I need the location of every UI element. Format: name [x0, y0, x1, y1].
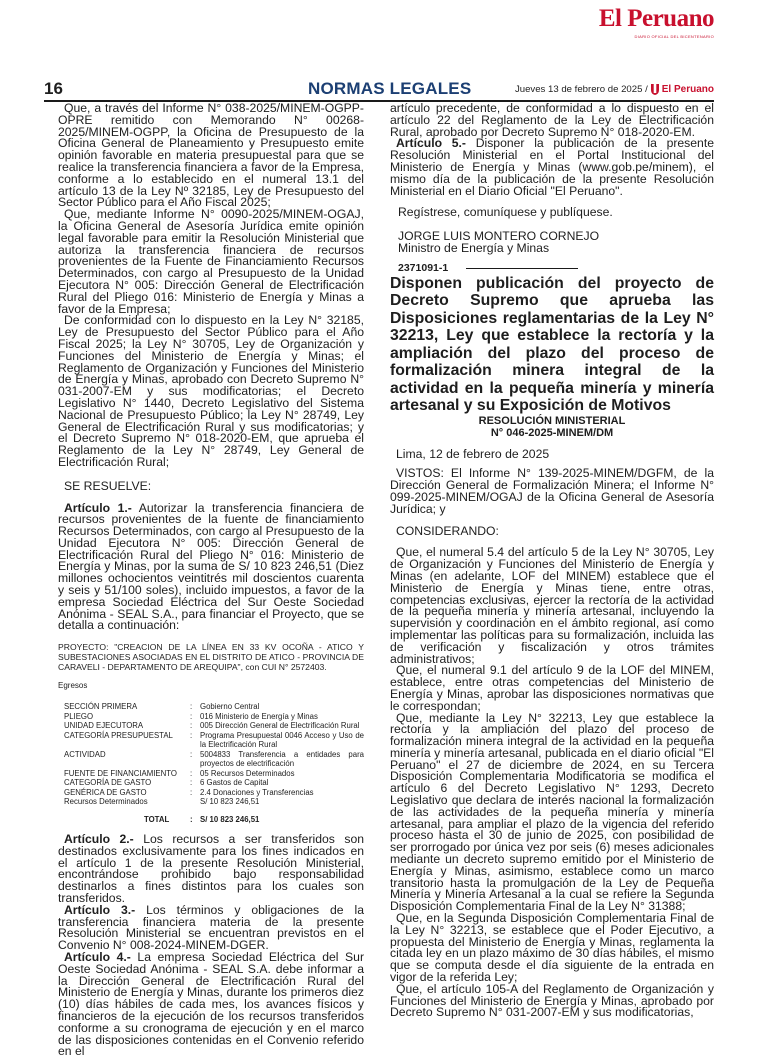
code-divider: [466, 268, 578, 269]
masthead-tagline: DIARIO OFICIAL DEL BICENTENARIO: [634, 34, 714, 39]
article-text: Disponer la publicación de la presente Resolución Ministerial en el Portal Institucional del Ministerio de Energía y Minas (www.gob.pe/minem), el mismo día de la publicación de la presente Resolución Ministerial en el Diario Oficial "El Peruano".: [390, 136, 714, 198]
budget-table: [64, 702, 364, 824]
paragraph: Que, mediante Informe N° 0090-2025/MINEM-OGAJ, la Oficina General de Asesoría Jurídica emite opinión legal favorable para emitir la Resolución Ministerial que autoriza la transferencia financiera de recursos provenientes de la Fuente de Financiamiento Recursos Determinados, con cargo al Presupuesto de la Unidad Ejecutora N° 005: Dirección General de Electrificación Rural del Pliego 016: Ministerio de Energía y Minas a favor de la Empresa;: [58, 207, 364, 316]
resolution-number: N° 046-2025-MINEM/DM: [490, 426, 614, 439]
table-row: Recursos Determinados S/ 10 823 246,51: [64, 797, 260, 807]
article-3: [58, 902, 364, 953]
total-label: TOTAL: [144, 814, 170, 824]
table-row: SECCIÓN PRIMERA : Gobierno Central: [64, 702, 260, 712]
vistos-text: VISTOS: El Informe N° 139-2025-MINEM/DGFM, de la Dirección General de Formalización Minera; el Informe N° 099-2025-MINEM/OGAJ de la Oficina General de Asesoría Jurídica; y: [390, 466, 714, 516]
article-2: [58, 834, 364, 905]
article-label: Artículo 1.-: [64, 500, 132, 515]
header-brand: El Peruano: [661, 83, 714, 95]
paragraph: Que, el artículo 105-A del Reglamento de Organización y Funciones del Ministerio de Energía y Minas, aprobado por Decreto Supremo N° 031-2007-EM y sus modificatorias,: [390, 981, 714, 1020]
paragraph: artículo precedente, de conformidad a lo dispuesto en el artículo 22 del Reglamento de la Ley de Electrificación Rural, aprobado por Decreto Supremo N° 018-2020-EM.: [390, 101, 714, 139]
total-value: S/ 10 823 246,51: [200, 814, 260, 824]
section-title: NORMAS LEGALES: [308, 79, 472, 98]
proyecto-text: PROYECTO: "CREACION DE LA LÍNEA EN 33 KV OCOÑA - ATICO Y SUBESTACIONES ASOCIADAS EN EL DISTRITO DE ATICO - PROVINCIA DE CARAVELI - DEPARTAMENTO DE AREQUIPA", con CUI N° 2572403.: [58, 642, 364, 673]
paragraph: Que, a través del Informe N° 038-2025/MINEM-OGPP-OPRE remitido con Memorando N° 00268-2025/MINEM-OGPP, la Oficina de Presupuesto de la Oficina General de Planeamiento y Presupuesto emite opinión favorable en materia presupuestal para que se realice la transferencia financiera a favor de la Empresa, conforme a lo establecido en el numeral 13.1 del artículo 13 de la Ley Nº 32185, Ley de Presupuesto del Sector Público para el Año Fiscal 2025;: [58, 101, 364, 210]
paragraph: Que, mediante la Ley N° 32213, Ley que establece la rectoría y la ampliación del plazo del proceso de formalización minera integral de la actividad en la pequeña minería y minería artesanal, publicada en el diario oficial "El Peruano" el 27 de diciembre de 2024, en su Tercera Disposición Complementaria Modificatoria se modifica el artículo 6 del Decreto Legislativo N° 1293, Decreto Legislativo que declara de interés nacional la formalización de las actividades de la pequeña minería y minería artesanal, para ampliar el plazo de la vigencia del referido proceso hasta el 30 de junio de 2025, con posibilidad de ser prorrogado por única vez por seis (6) meses adicionales mediante un decreto supremo emitido por el Ministerio de Energía y Minas, asimismo, establece como un marco transitorio hasta la promulgación de la Ley de Pequeña Minería y Minería Artesanal a la cual se refiere la Segunda Disposición Complementaria Final de la Ley N° 31388;: [390, 710, 714, 914]
article-label: Artículo 3.-: [64, 902, 136, 917]
page-number: 16: [44, 79, 63, 98]
peru-shield-icon: [651, 84, 659, 95]
header-date: Jueves 13 de febrero de 2025 /: [514, 83, 648, 95]
egresos-title: Egresos: [58, 681, 88, 691]
article-text: Los términos y obligaciones de la transferencia financiera materia de la presente Resolución Ministerial se encuentran previstos en el Convenio N° 008-2024-MINEM-DGER.: [58, 902, 364, 953]
table-total-row: TOTAL : S/ 10 823 246,51: [64, 815, 364, 825]
article-text: La empresa Sociedad Eléctrica del Sur Oeste Sociedad Anónima - SEAL S.A. debe informar a la Dirección General de Electrificación Rural del Ministerio de Energía y Minas, durante los primeros diez (10) días hábiles de cada mes, los avances físicos y financieros de la ejecución de los recursos transferidos conforme a su cronograma de ejecución y en el marco de las disposiciones contenidas en el Convenio referido en el: [58, 950, 365, 1058]
article-headline: Disponen publicación del proyecto de Decreto Supremo que aprueba las Disposiciones reglamentarias de la Ley N° 32213, Ley que establece la rectoría y la ampliación del plazo del proceso de formalización minera integral de la actividad en la pequeña minería y minería artesanal y su Exposición de Motivos: [390, 274, 714, 415]
place-date: Lima, 12 de febrero de 2025: [396, 446, 550, 461]
article-text: Los recursos a ser transferidos son destinados exclusivamente para los fines indicados en el artículo 1 de la presente Resolución Ministerial, encontrándose prohibido bajo responsabilidad destinarlos a fines distintos para los cuales son transferidos.: [58, 832, 365, 906]
masthead-logo: [599, 4, 714, 39]
se-resuelve: SE RESUELVE:: [64, 478, 152, 493]
paragraph: Que, el numeral 9.1 del artículo 9 de la LOF del MINEM, establece, entre otras competencias del Ministerio de Energía y Minas, aprobar las disposiciones normativas que le correspondan;: [390, 663, 714, 713]
paragraph: De conformidad con lo dispuesto en la Ley N° 32185, Ley de Presupuesto del Sector Público para el Año Fiscal 2025; la Ley N° 30705, Ley de Organización y Funciones del Ministerio de Energía y Minas; el Reglamento de Organización y Funciones del Ministerio de Energía y Minas, aprobado con Decreto Supremo N° 031-2007-EM y sus modificatorias; el Decreto Legislativo N° 1440, Decreto Legislativo del Sistema Nacional de Presupuesto Público; la Ley N° 28749, Ley General de Electrificación Rural y sus modificatorias; y el Decreto Supremo N° 018-2020-EM, que aprueba el Reglamento de la Ley N° 28749, Ley General de Electrificación Rural;: [58, 313, 364, 469]
table-row: CATEGORÍA DE GASTO : 6 Gastos de Capital: [64, 778, 269, 788]
table-row: PLIEGO : 016 Ministerio de Energía y Minas: [64, 711, 318, 721]
article-4: [58, 952, 364, 1058]
paragraph: Que, en la Segunda Disposición Complementaria Final de la Ley N° 32213, se establece que el Poder Ejecutivo, a propuesta del Ministerio de Energía y Minas, reglamenta la citada ley en un plazo máximo de 30 días hábiles, el mismo que se computa desde el día siguiente de la entrada en vigor de la referida Ley;: [390, 911, 714, 985]
table-row: CATEGORÍA PRESUPUESTAL : Programa Presupuestal 0046 Acceso y Uso de la Electrificación Rural: [64, 730, 364, 750]
header-date-block: [515, 84, 714, 95]
signer-name: JORGE LUIS MONTERO CORNEJO: [398, 229, 600, 244]
article-label: Artículo 2.-: [64, 832, 134, 847]
table-row: ACTIVIDAD : 5004833 Transferencia a entidades para proyectos de electrificación: [64, 749, 364, 769]
considerando-heading: CONSIDERANDO:: [396, 523, 499, 538]
article-5: [390, 138, 714, 197]
registrese-text: Regístrese, comuníquese y publíquese.: [398, 205, 613, 220]
signer-title: Ministro de Energía y Minas: [398, 240, 550, 255]
article-label: Artículo 5.-: [396, 136, 466, 151]
signature-block: [398, 207, 714, 254]
table-row: UNIDAD EJECUTORA : 005 Dirección General de Electrificación Rural: [64, 721, 360, 731]
document-code: 2371091-1: [398, 263, 714, 275]
page-header: [44, 79, 714, 99]
article-1: [58, 500, 364, 633]
table-row: FUENTE DE FINANCIAMIENTO : 05 Recursos Determinados: [64, 768, 295, 778]
right-column: [390, 103, 714, 1019]
article-text: Autorizar la transferencia financiera de recursos provenientes de la fuente de financiamiento Recursos Determinados, con cargo al Presupuesto de la Unidad Ejecutora N° 005: Dirección General de Electrificación Rural del Pliego N° 016: Ministerio de Energía y Minas, por la suma de S/ 10 823 246,51 (Diez millones ochocientos veintitrés mil doscientos cuarenta y seis y 51/100 soles), incluido impuestos, a favor de la empresa Sociedad Eléctrica del Sur Oeste Sociedad Anónima - SEAL S.A., para financiar el Proyecto, que se detalla a continuación:: [58, 500, 364, 633]
left-column: [58, 103, 364, 1058]
resolution-title: RESOLUCIÓN MINISTERIAL: [478, 414, 626, 427]
paragraph: Que, el numeral 5.4 del artículo 5 de la Ley N° 30705, Ley de Organización y Funciones del Ministerio de Energía y Minas (en adelante, LOF del MINEM) establece que el Ministerio de Energía y Minas tiene, entre otras, competencias exclusivas, ejercer la rectoría de la actividad de la pequeña minería y minería artesanal, incluyendo la supervisión y coordinación en el ámbito regional, así como implementar las políticas para su formalización, incluida las de verificación y fiscalización y otros trámites administrativos;: [390, 545, 714, 666]
table-row: GENÉRICA DE GASTO : 2.4 Donaciones y Transferencias: [64, 787, 314, 797]
masthead-brand: El Peruano: [598, 5, 714, 32]
article-label: Artículo 4.-: [64, 950, 131, 965]
